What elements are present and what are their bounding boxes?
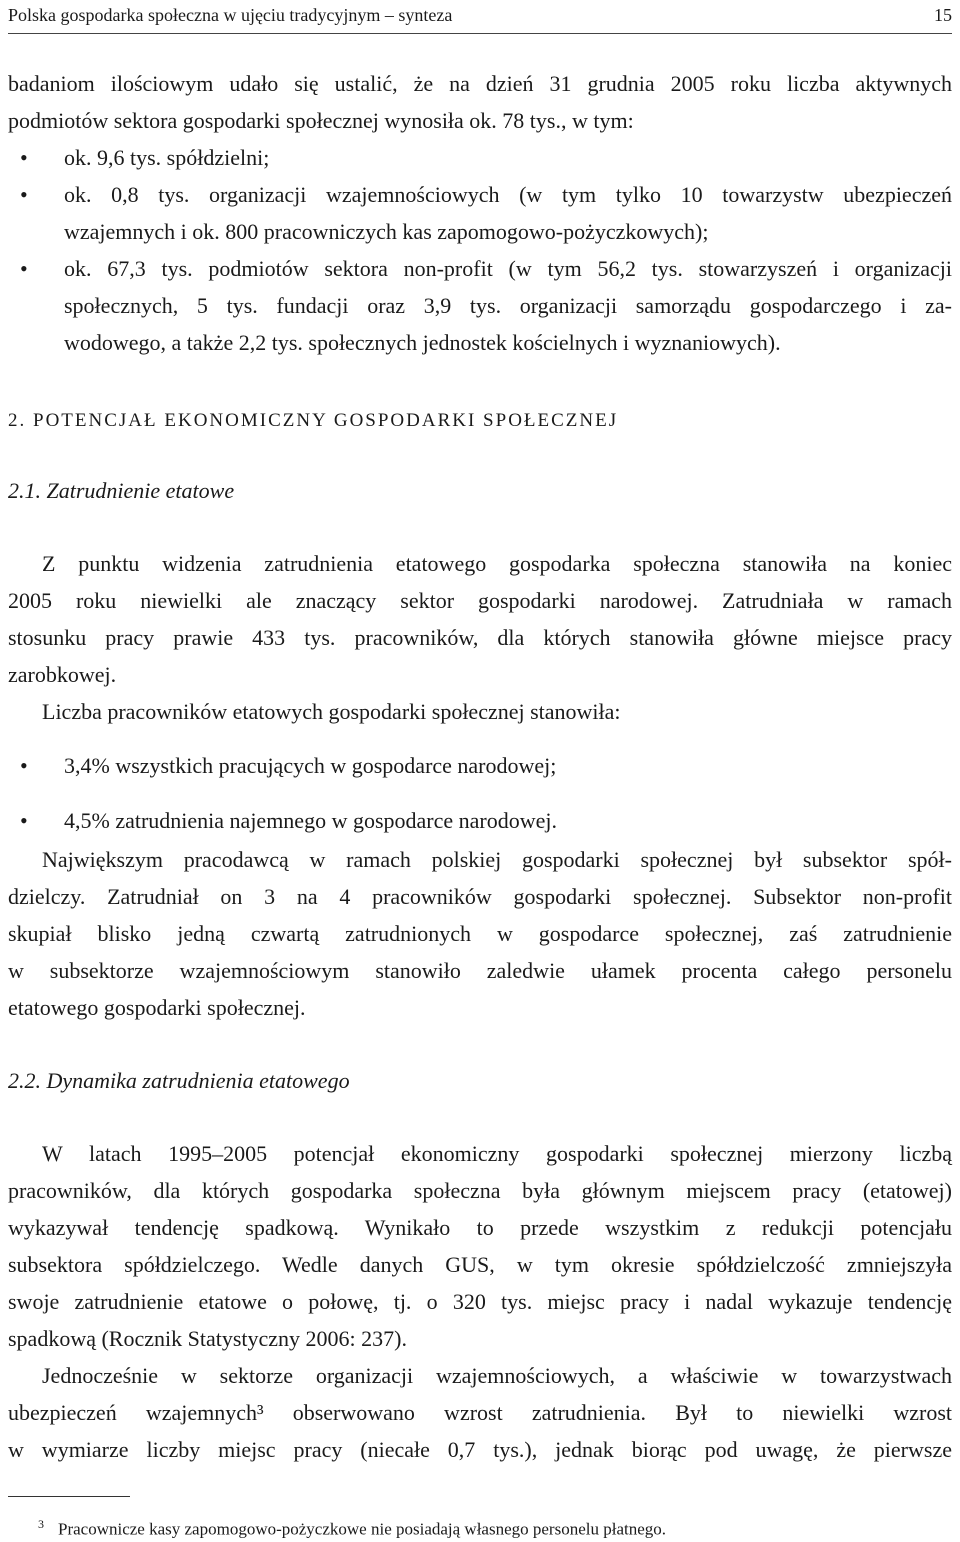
list-item: 4,5% zatrudnienia najemnego w gospodarce narodowej. bbox=[64, 808, 557, 833]
paragraph-line: Z punktu widzenia zatrudnienia etatowego gospodarka społeczna stanowiła na koniec bbox=[42, 551, 952, 576]
bullet-dot: • bbox=[20, 256, 28, 281]
paragraph-line: Jednocześnie w sektorze organizacji wzajemnościowych, a właściwie w towarzystwach bbox=[42, 1363, 952, 1388]
paragraph-line: stosunku pracy prawie 433 tys. pracowników, dla których stanowiła główne miejsce pracy bbox=[8, 625, 952, 650]
paragraph-line: 2005 roku niewielki ale znaczący sektor gospodarki narodowej. Zatrudniała w ramach bbox=[8, 588, 952, 613]
paragraph-line: spadkową (Rocznik Statystyczny 2006: 237). bbox=[8, 1326, 407, 1351]
paragraph-line: subsektora spółdzielczego. Wedle danych GUS, w tym okresie spółdzielczość zmniejszyła bbox=[8, 1252, 952, 1277]
paragraph-line: pracowników, dla których gospodarka społeczna była głównym miejscem pracy (etatowej) bbox=[8, 1178, 952, 1203]
paragraph-line: Największym pracodawcą w ramach polskiej gospodarki społecznej był subsektor spół- bbox=[42, 847, 952, 872]
paragraph-line: W latach 1995–2005 potencjał ekonomiczny gospodarki społecznej mierzony liczbą bbox=[42, 1141, 952, 1166]
list-item: wodowego, a także 2,2 tys. społecznych jednostek kościelnych i wyznaniowych). bbox=[64, 330, 781, 355]
running-header bbox=[8, 0, 952, 34]
running-title: Polska gospodarka społeczna w ujęciu tradycyjnym – synteza bbox=[8, 5, 453, 25]
footnote-mark: 3 bbox=[38, 1517, 44, 1531]
list-item: ok. 0,8 tys. organizacji wzajemnościowych (w tym tylko 10 towarzystw ubezpieczeń bbox=[64, 182, 952, 207]
bullet-dot: • bbox=[20, 753, 28, 778]
list-item: 3,4% wszystkich pracujących w gospodarce narodowej; bbox=[64, 753, 557, 778]
bullet-dot: • bbox=[20, 145, 28, 170]
paragraph-line: ubezpieczeń wzajemnych³ obserwowano wzrost zatrudnienia. Był to niewielki wzrost bbox=[8, 1400, 952, 1425]
footnote bbox=[38, 1512, 666, 1542]
paragraph-line: dzielczy. Zatrudniał on 3 na 4 pracowników gospodarki społecznej. Subsektor non-profit bbox=[8, 884, 952, 909]
intro-line: badaniom ilościowym udało się ustalić, że na dzień 31 grudnia 2005 roku liczba aktywnych bbox=[8, 71, 952, 96]
list-item: ok. 67,3 tys. podmiotów sektora non-profit (w tym 56,2 tys. stowarzyszeń i organizacji bbox=[64, 256, 952, 281]
list-item: ok. 9,6 tys. spółdzielni; bbox=[64, 145, 270, 170]
paragraph-line: zarobkowej. bbox=[8, 662, 117, 687]
paragraph-line: etatowego gospodarki społecznej. bbox=[8, 995, 306, 1020]
intro-line: podmiotów sektora gospodarki społecznej wynosiła ok. 78 tys., w tym: bbox=[8, 108, 634, 133]
page-number: 15 bbox=[934, 5, 952, 25]
footnote-rule bbox=[8, 1496, 130, 1497]
subsection-heading: 2.1. Zatrudnienie etatowe bbox=[8, 478, 235, 503]
paragraph-line: wykazywał tendencję spadkową. Wynikało to przede wszystkim z redukcji potencjału bbox=[8, 1215, 952, 1240]
footnote-text: Pracownicze kasy zapomogowo-pożyczkowe nie posiadają własnego personelu płatnego. bbox=[58, 1519, 667, 1539]
bullet-dot: • bbox=[20, 182, 28, 207]
list-item: wzajemnych i ok. 800 pracowniczych kas zapomogowo-pożyczkowych); bbox=[64, 219, 709, 244]
list-item: społecznych, 5 tys. fundacji oraz 3,9 tys. organizacji samorządu gospodarczego i za- bbox=[64, 293, 952, 318]
paragraph-line: w subsektorze wzajemnościowym stanowiło zaledwie ułamek procenta całego personelu bbox=[8, 958, 952, 983]
paragraph-line: w wymiarze liczby miejsc pracy (niecałe 0,7 tys.), jednak biorąc pod uwagę, że pierwsze bbox=[8, 1437, 952, 1462]
paragraph-line: skupiał blisko jedną czwartą zatrudnionych w gospodarce społecznej, zaś zatrudnienie bbox=[8, 921, 952, 946]
paragraph-line: Liczba pracowników etatowych gospodarki społecznej stanowiła: bbox=[42, 699, 621, 724]
subsection-heading: 2.2. Dynamika zatrudnienia etatowego bbox=[8, 1068, 350, 1093]
paragraph-line: swoje zatrudnienie etatowe o połowę, tj. o 320 tys. miejsc pracy i nadal wykazuje tendencję bbox=[8, 1289, 952, 1314]
section-heading: 2. POTENCJAŁ EKONOMICZNY GOSPODARKI SPOŁECZNEJ bbox=[8, 410, 619, 431]
bullet-dot: • bbox=[20, 808, 28, 833]
